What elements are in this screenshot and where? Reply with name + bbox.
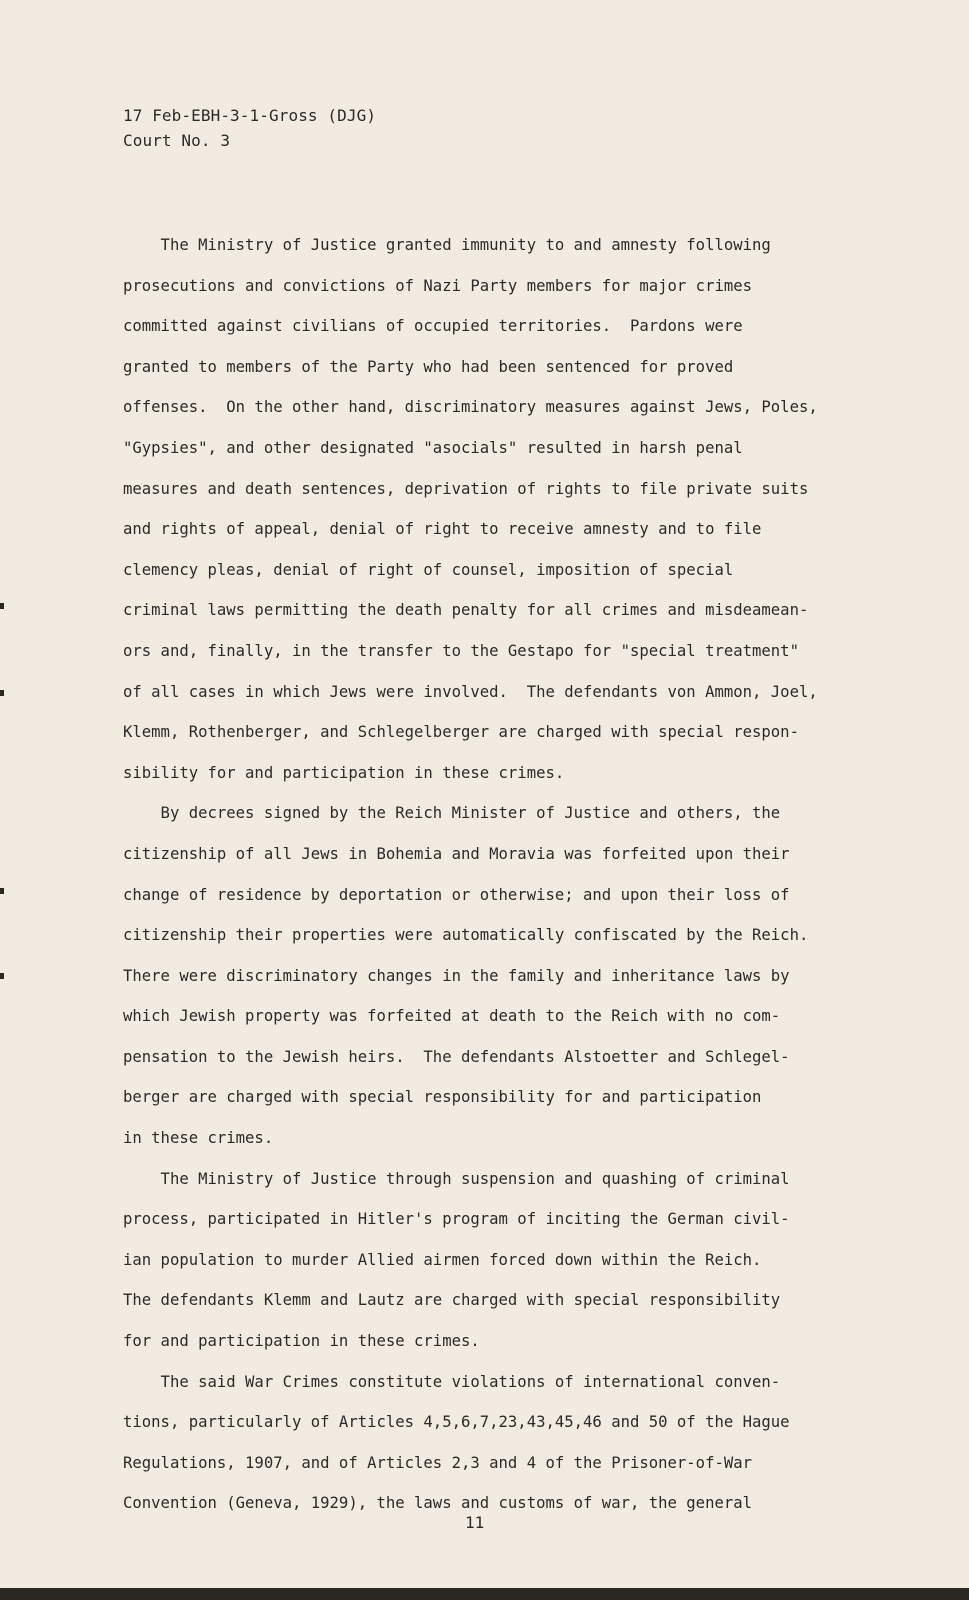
text-line: pensation to the Jewish heirs. The defendants Alstoetter and Schlegel- <box>123 1047 790 1066</box>
text-line: prosecutions and convictions of Nazi Party members for major crimes <box>123 276 753 295</box>
scan-edge-mark <box>0 973 4 979</box>
text-line: in these crimes. <box>123 1129 274 1148</box>
text-line: change of residence by deportation or otherwise; and upon their loss of <box>123 885 790 904</box>
document-header <box>123 103 376 153</box>
text-line: clemency pleas, denial of right of counsel, imposition of special <box>123 560 734 579</box>
text-line: The Ministry of Justice through suspension and quashing of criminal <box>123 1169 790 1188</box>
body-text <box>123 225 883 1524</box>
text-line: and rights of appeal, denial of right to receive amnesty and to file <box>123 520 762 539</box>
text-line: "Gypsies", and other designated "asocials" resulted in harsh penal <box>123 438 743 457</box>
scan-edge-mark <box>0 888 4 894</box>
header-reference: 17 Feb-EBH-3-1-Gross (DJG) <box>123 106 377 125</box>
text-line: offenses. On the other hand, discriminatory measures against Jews, Poles, <box>123 398 818 417</box>
text-line: berger are charged with special responsibility for and participation <box>123 1088 762 1107</box>
text-line: citizenship of all Jews in Bohemia and Moravia was forfeited upon their <box>123 844 790 863</box>
text-line: ian population to murder Allied airmen forced down within the Reich. <box>123 1250 762 1269</box>
text-line: process, participated in Hitler's program of inciting the German civil- <box>123 1210 790 1229</box>
text-line: ors and, finally, in the transfer to the Gestapo for "special treatment" <box>123 641 799 660</box>
text-line: granted to members of the Party who had been sentenced for proved <box>123 357 734 376</box>
text-line: measures and death sentences, deprivation of rights to file private suits <box>123 479 809 498</box>
text-line: criminal laws permitting the death penalty for all crimes and misdeamean- <box>123 601 809 620</box>
scan-bottom-edge <box>0 1588 969 1600</box>
text-line: of all cases in which Jews were involved. The defendants von Ammon, Joel, <box>123 682 818 701</box>
text-line: The Ministry of Justice granted immunity to and amnesty following <box>123 236 771 254</box>
text-line: By decrees signed by the Reich Minister of Justice and others, the <box>123 804 781 823</box>
scan-edge-mark <box>0 603 4 609</box>
text-line: The said War Crimes constitute violations of international conven- <box>123 1372 781 1391</box>
header-court: Court No. 3 <box>123 131 231 150</box>
text-line: There were discriminatory changes in the family and inheritance laws by <box>123 966 790 985</box>
text-line: which Jewish property was forfeited at death to the Reich with no com- <box>123 1007 781 1026</box>
text-line: The defendants Klemm and Lautz are charged with special responsibility <box>123 1291 781 1310</box>
text-line: for and participation in these crimes. <box>123 1332 480 1351</box>
scan-edge-mark <box>0 690 4 696</box>
page-number: 11 <box>465 1513 485 1532</box>
text-line: sibility for and participation in these crimes. <box>123 763 565 782</box>
text-line: tions, particularly of Articles 4,5,6,7,23,43,45,46 and 50 of the Hague <box>123 1413 790 1432</box>
text-line: Convention (Geneva, 1929), the laws and customs of war, the general <box>123 1494 753 1513</box>
text-line: Klemm, Rothenberger, and Schlegelberger are charged with special respon- <box>123 723 799 742</box>
text-line: Regulations, 1907, and of Articles 2,3 and 4 of the Prisoner-of-War <box>123 1453 753 1472</box>
text-line: committed against civilians of occupied territories. Pardons were <box>123 317 743 336</box>
text-line: citizenship their properties were automatically confiscated by the Reich. <box>123 926 809 945</box>
